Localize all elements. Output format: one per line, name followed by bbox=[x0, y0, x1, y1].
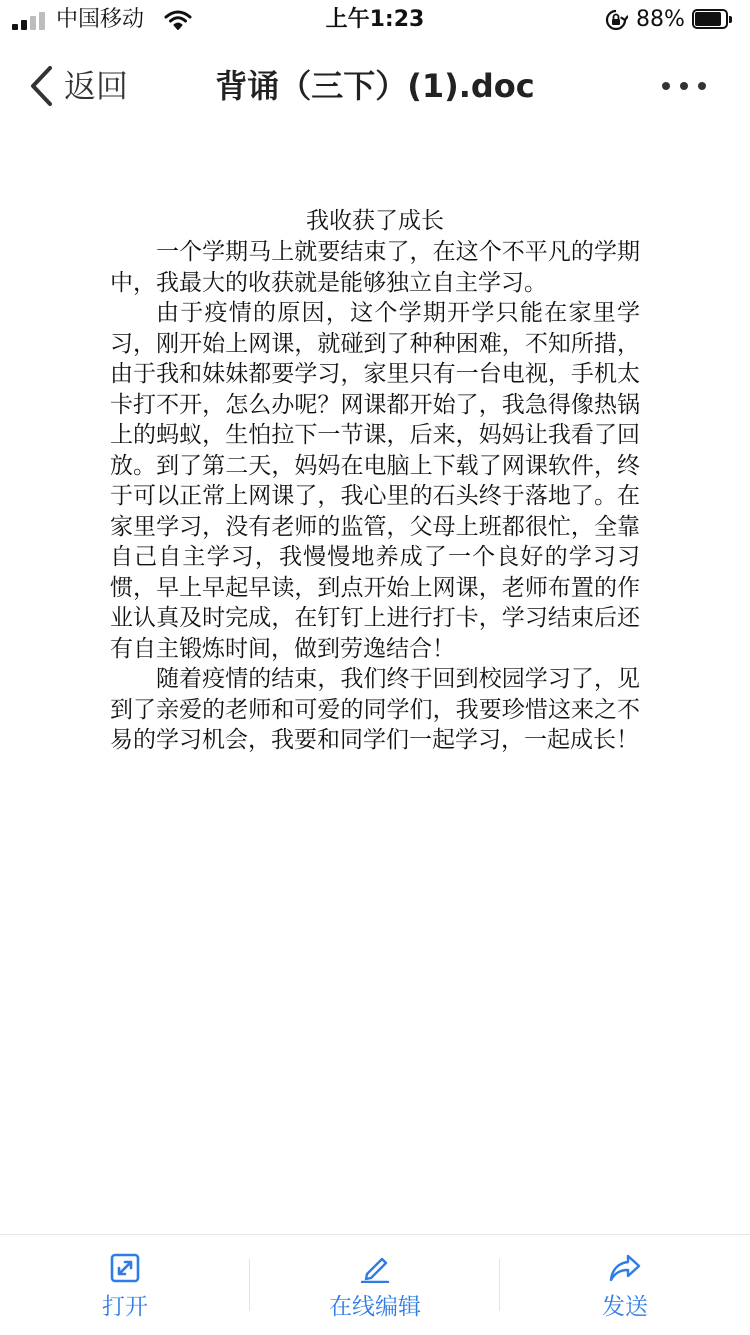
send-label: 发送 bbox=[602, 1294, 648, 1320]
chevron-left-icon bbox=[28, 65, 54, 107]
status-time: 上午1:23 bbox=[325, 7, 425, 32]
open-label: 打开 bbox=[102, 1294, 148, 1320]
document-heading: 我收获了成长 bbox=[306, 208, 444, 234]
more-options-icon[interactable] bbox=[656, 68, 716, 104]
back-label: 返回 bbox=[64, 67, 129, 105]
online-edit-button[interactable] bbox=[250, 1235, 500, 1335]
document-body bbox=[110, 206, 640, 756]
share-arrow-icon bbox=[608, 1253, 642, 1283]
orientation-lock-icon bbox=[604, 8, 628, 32]
document-paragraph: 一个学期马上就要结束了，在这个不平凡的学期中，我最大的收获就是能够独立自主学习。 bbox=[110, 239, 640, 296]
send-button[interactable] bbox=[500, 1235, 750, 1335]
battery-percentage: 88% bbox=[636, 7, 685, 32]
pencil-icon bbox=[359, 1253, 391, 1283]
document-paragraph: 由于疫情的原因，这个学期开学只能在家里学习，刚开始上网课，就碰到了种种困难，不知所措，由于我和妹妹都要学习，家里只有一台电视，手机太卡打不开，怎么办呢？网课都开始了，我急得像热锅上的蚂蚁，生怕拉下一节课，后来，妈妈让我看了回放。到了第二天，妈妈在电脑上下载了网课软件，终于可以正常上网课了，我心里的石头终于落地了。在家里学习，没有老师的监管，父母上班都很忙，全靠自己自主学习，我慢慢地养成了一个良好的学习习惯，早上早起早读，到点开始上网课，老师布置的作业认真及时完成，在钉钉上进行打卡，学习结束后还有自主锻炼时间，做到劳逸结合！ bbox=[110, 300, 640, 662]
online-edit-label: 在线编辑 bbox=[329, 1294, 421, 1320]
navigation-bar bbox=[0, 44, 750, 128]
status-bar bbox=[0, 0, 750, 40]
open-external-icon bbox=[110, 1253, 140, 1283]
bottom-toolbar bbox=[0, 1234, 750, 1335]
battery-icon bbox=[692, 9, 734, 31]
open-button[interactable] bbox=[0, 1235, 250, 1335]
carrier-name: 中国移动 bbox=[56, 7, 145, 32]
document-paragraph: 随着疫情的结束，我们终于回到校园学习了，见到了亲爱的老师和可爱的同学们，我要珍惜这来之不易的学习机会，我要和同学们一起学习，一起成长！ bbox=[110, 666, 640, 753]
document-title: 背诵（三下）(1).doc bbox=[215, 67, 535, 105]
back-button[interactable] bbox=[28, 62, 128, 110]
